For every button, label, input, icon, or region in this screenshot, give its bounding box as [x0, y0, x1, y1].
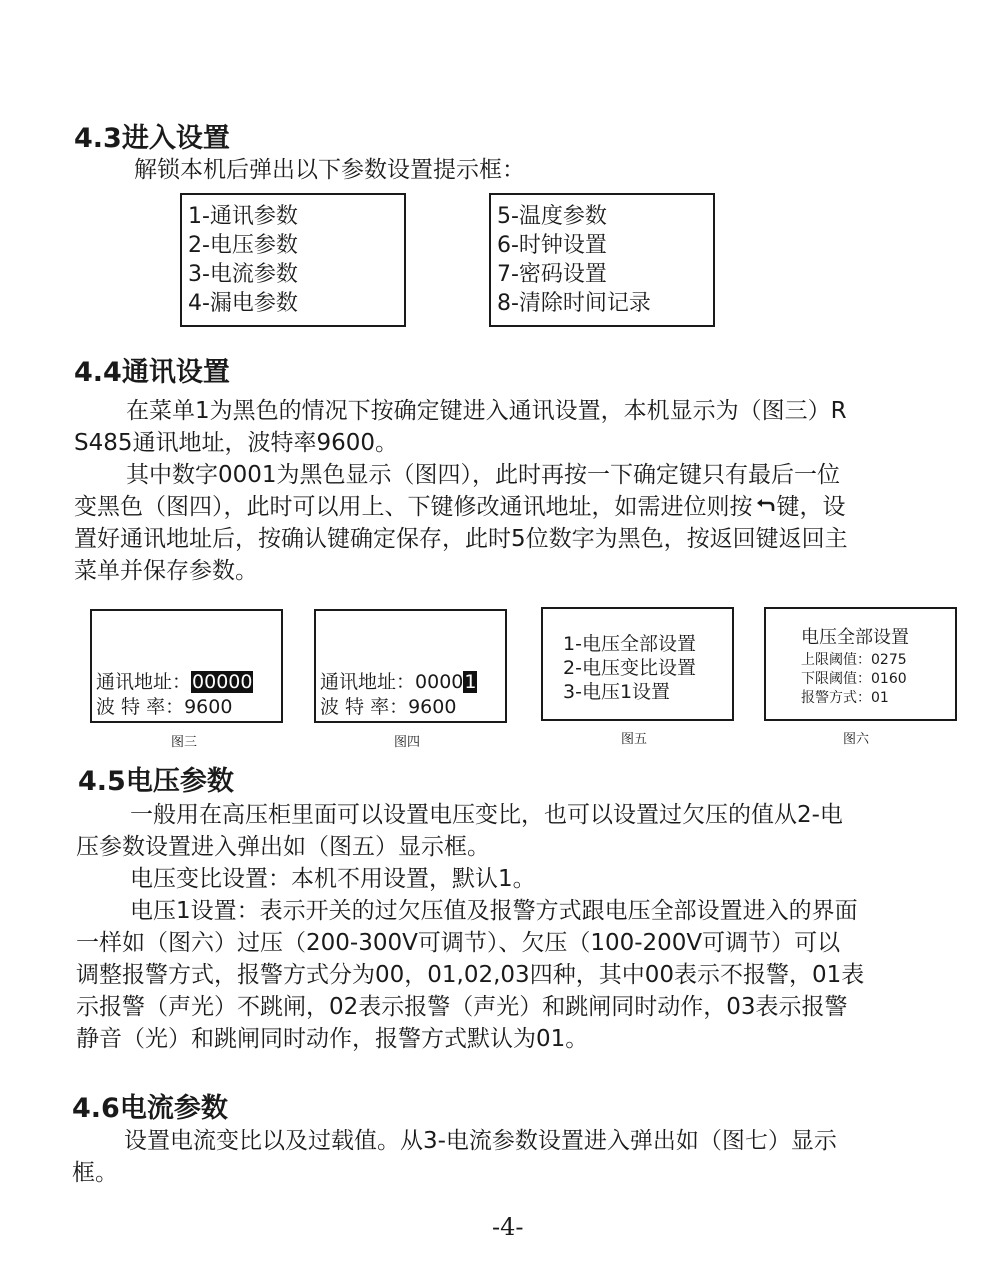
lcd-figure-5	[541, 607, 734, 721]
lcd-value: 9600	[184, 696, 233, 718]
section-heading-4-3: 4.3进入设置	[74, 123, 230, 154]
lcd-label: 通讯地址：	[96, 671, 192, 693]
lcd-figure-6	[764, 607, 957, 721]
text-run: 变黑色（图四），此时可以用上、下键修改通讯地址，如需进位则按	[74, 494, 753, 520]
lcd-row-baud	[96, 692, 232, 719]
lcd-highlighted-digit: 1	[464, 671, 477, 693]
lcd-row: 下限阈值：0160	[801, 671, 907, 687]
paragraph-line: 置好通讯地址后，按确认键确定保存，此时5位数字为黑色，按返回键返回主	[74, 526, 848, 552]
menu-item: 4-漏电参数	[188, 291, 298, 316]
lcd-label: 通讯地址：	[320, 671, 416, 693]
paragraph-line: 其中数字0001为黑色显示（图四），此时再按一下确定键只有最后一位	[126, 462, 841, 488]
paragraph: 解锁本机后弹出以下参数设置提示框：	[134, 157, 525, 183]
paragraph-line: 一样如（图六）过压（200-300V可调节）、欠压（100-200V可调节）可以	[76, 930, 841, 956]
lcd-row: 报警方式：01	[801, 690, 889, 706]
lcd-row-address	[320, 667, 477, 694]
page-number: -4-	[492, 1213, 524, 1241]
lcd-row: 上限阈值：0275	[801, 652, 907, 668]
figure-caption: 图五	[621, 732, 648, 747]
paragraph-line: 在菜单1为黑色的情况下按确定键进入通讯设置，本机显示为（图三）R	[126, 398, 847, 424]
figure-caption: 图四	[394, 735, 421, 750]
menu-item: 7-密码设置	[497, 262, 607, 287]
lcd-row-address	[96, 667, 253, 694]
menu-item: 6-时钟设置	[497, 233, 607, 258]
section-heading-4-6: 4.6电流参数	[72, 1093, 228, 1124]
lcd-value: 9600	[408, 696, 457, 718]
paragraph-line: 电压1设置：表示开关的过欠压值及报警方式跟电压全部设置进入的界面	[130, 898, 858, 924]
section-heading-4-4: 4.4通讯设置	[74, 357, 230, 388]
figure-caption: 图三	[171, 735, 198, 750]
menu-item: 1-通讯参数	[188, 204, 298, 229]
lcd-label: 波 特 率：	[96, 696, 185, 718]
paragraph-line: 压参数设置进入弹出如（图五）显示框。	[76, 834, 490, 860]
menu-item: 2-电压参数	[188, 233, 298, 258]
lcd-menu-item: 1-电压全部设置	[563, 633, 696, 655]
menu-box-left	[180, 193, 406, 327]
figure-caption: 图六	[843, 732, 870, 747]
paragraph-line: 调整报警方式，报警方式分为00，01,02,03四种，其中00表示不报警，01表	[76, 962, 865, 988]
paragraph-line: 电压变比设置：本机不用设置，默认1。	[130, 866, 536, 892]
section-heading-4-5: 4.5电压参数	[78, 766, 234, 797]
text-run: 键，设	[776, 494, 846, 520]
return-key-icon	[755, 496, 775, 516]
paragraph-line: 一般用在高压柜里面可以设置电压变比，也可以设置过欠压的值从2-电	[130, 802, 843, 828]
paragraph-line: 菜单并保存参数。	[74, 558, 258, 584]
paragraph-line: 设置电流变比以及过载值。从3-电流参数设置进入弹出如（图七）显示	[124, 1128, 837, 1154]
paragraph-line: 框。	[72, 1160, 118, 1186]
paragraph-line: 示报警（声光）不跳闸，02表示报警（声光）和跳闸同时动作，03表示报警	[76, 994, 848, 1020]
lcd-menu-item: 3-电压1设置	[563, 681, 671, 703]
menu-item: 3-电流参数	[188, 262, 298, 287]
paragraph-line: S485通讯地址，波特率9600。	[74, 430, 399, 456]
lcd-label: 波 特 率：	[320, 696, 409, 718]
menu-item: 8-清除时间记录	[497, 291, 651, 316]
lcd-highlighted-value: 00000	[192, 671, 253, 693]
paragraph-line: 静音（光）和跳闸同时动作，报警方式默认为01。	[76, 1026, 589, 1052]
lcd-value: 0000	[415, 671, 464, 693]
menu-box-right	[489, 193, 715, 327]
menu-item: 5-温度参数	[497, 204, 607, 229]
lcd-figure-4	[314, 609, 507, 723]
lcd-menu-item: 2-电压变比设置	[563, 657, 696, 679]
paragraph-line	[74, 491, 846, 523]
lcd-row-baud	[320, 692, 456, 719]
lcd-figure-3	[90, 609, 283, 723]
lcd-title: 电压全部设置	[801, 627, 909, 648]
